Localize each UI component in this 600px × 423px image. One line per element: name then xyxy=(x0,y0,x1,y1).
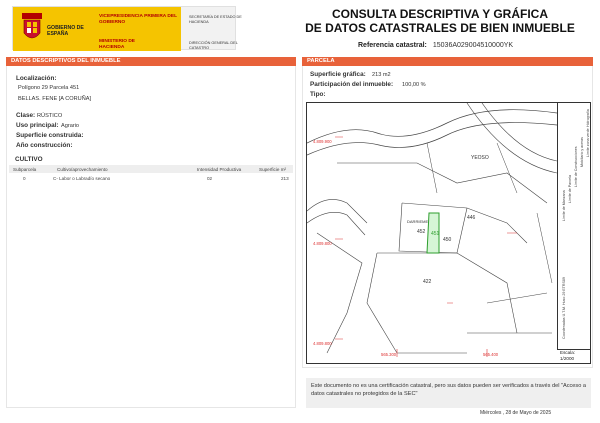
title-line-1: CONSULTA DESCRIPTIVA Y GRÁFICA xyxy=(331,7,548,21)
parcel-label-452: 452 xyxy=(417,229,426,235)
legend-limite-manzana: Límite de Manzana xyxy=(562,190,566,221)
uso-value: Agrario xyxy=(61,123,80,129)
parcel-label-422: 422 xyxy=(423,279,432,285)
sup-grafica-label: Superficie gráfica: xyxy=(310,71,366,78)
legend-zona-verde: Límite zona verde xyxy=(586,128,590,157)
sup-grafica-value: 213 m2 xyxy=(372,72,391,78)
cell-intensidad: 02 xyxy=(207,175,213,181)
map-legend xyxy=(557,103,591,349)
legend-mobiliario: Mobiliario y aceras xyxy=(580,137,584,167)
anio-construccion-label: Año construcción: xyxy=(16,142,73,149)
clase-label: Clase: xyxy=(16,112,36,119)
disclaimer-note: Este documento no es una certificación catastral, pero sus datos pueden ser verificados a través del "Acceso a datos catastrales no protegidos de la SEC" xyxy=(306,378,591,408)
map-scale xyxy=(557,349,591,364)
scale-label: Escala: xyxy=(560,350,576,355)
refcat-value[interactable]: 15036A029004510000YK xyxy=(432,42,514,49)
cultivo-title: CULTIVO xyxy=(15,156,43,163)
page-header xyxy=(0,0,600,52)
section-bar-parcela: PARCELA xyxy=(302,57,593,66)
cadastral-map[interactable] xyxy=(306,102,591,364)
parcel-label-446: 446 xyxy=(467,215,476,221)
localizacion-line-1: Polígono 29 Parcela 451 xyxy=(18,85,80,91)
table-header-intensidad: Intensidad Productiva xyxy=(197,166,242,172)
coat-of-arms-icon xyxy=(21,11,43,45)
direccion-label: DIRECCIÓN GENERAL DEL CATASTRO xyxy=(189,41,238,50)
legend-hidrografia: Hidrografía xyxy=(586,109,590,127)
datos-panel xyxy=(6,66,296,408)
participacion-label: Participación del inmueble: xyxy=(310,81,394,88)
parcel-label-darrieme: DARRIEME xyxy=(407,219,429,224)
legend-limite-parcela: Límite de Parcela xyxy=(568,175,572,203)
government-logo xyxy=(13,7,181,51)
clase-value: RÚSTICO xyxy=(37,113,63,119)
tipo-label: Tipo: xyxy=(310,91,326,98)
referencia-catastral xyxy=(358,42,513,49)
map-x-tick-1: 565.300 xyxy=(381,352,397,357)
localizacion-line-2: BELLAS. FENE [A CORUÑA] xyxy=(18,96,92,102)
vicepresidencia-label: VICEPRESIDENCIA PRIMERA DEL GOBIERNO xyxy=(99,14,177,25)
section-bar-datos: DATOS DESCRIPTIVOS DEL INMUEBLE xyxy=(6,57,296,66)
cell-superficie: 213 xyxy=(281,175,289,181)
parcel-label-yeoso: YEOSO xyxy=(471,155,489,161)
cell-subparcela: 0 xyxy=(23,175,26,181)
refcat-label: Referencia catastral: xyxy=(358,42,427,49)
page-title xyxy=(290,7,590,35)
government-logo-block xyxy=(12,6,242,50)
cultivo-table-header xyxy=(9,165,293,173)
parcel-label-450: 450 xyxy=(443,237,452,243)
government-name: GOBIERNO DE ESPAÑA xyxy=(47,25,84,37)
localizacion-label: Localización: xyxy=(16,75,57,82)
participacion-value: 100,00 % xyxy=(402,82,426,88)
table-header-cultivo: Cultivo/aprovechamiento xyxy=(57,166,108,172)
parcel-label-451: 451 xyxy=(431,231,440,237)
map-y-tick-2: 4.809.800 xyxy=(313,241,332,246)
map-x-tick-2: 565.400 xyxy=(483,352,499,357)
table-header-superficie: Superficie m² xyxy=(259,166,287,172)
uso-label: Uso principal: xyxy=(16,122,59,129)
legend-coord-note: Coordenadas U.T.M. Huso 29 ETRS89 xyxy=(562,277,566,339)
map-y-tick-1: 4.809.900 xyxy=(313,139,332,144)
table-row xyxy=(9,174,293,182)
title-line-2: DE DATOS CATASTRALES DE BIEN INMUEBLE xyxy=(305,21,575,35)
scale-value: 1/2000 xyxy=(560,356,575,361)
cell-cultivo: C- Labor o Labradío secano xyxy=(53,175,111,181)
secretaria-label: SECRETARÍA DE ESTADO DE HACIENDA xyxy=(189,15,242,24)
superficie-construida-label: Superficie construida: xyxy=(16,132,84,139)
document-date: Miércoles , 28 de Mayo de 2025 xyxy=(480,410,552,416)
map-y-tick-3: 4.809.800 xyxy=(313,341,332,346)
legend-limite-construcciones: Límite de Construcciones xyxy=(574,146,578,187)
table-header-subparcela: Subparcela xyxy=(13,166,37,172)
ministerio-label: MINISTERIO DE HACIENDA xyxy=(99,39,135,50)
